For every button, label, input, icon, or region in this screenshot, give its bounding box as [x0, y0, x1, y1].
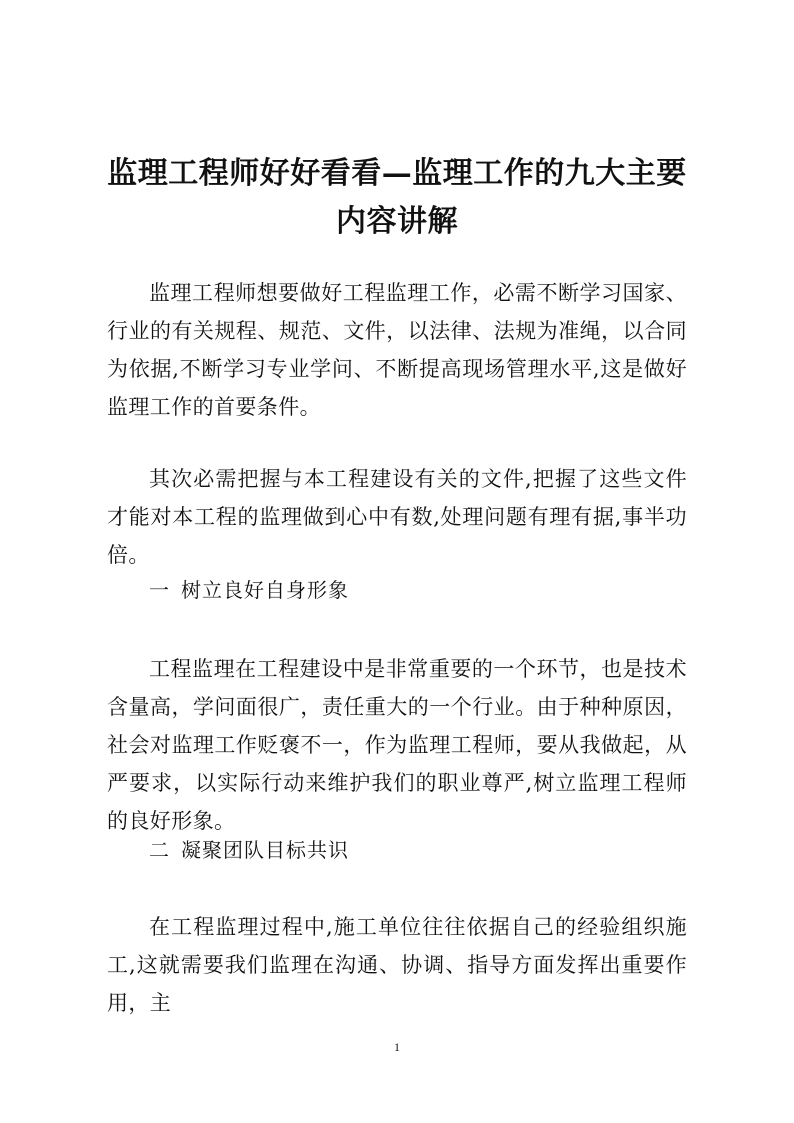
section-body-2: 在工程监理过程中,施工单位往往依据自己的经验组织施工,这就需要我们监理在沟通、协调、指导方面发挥出重要作用，主 — [107, 915, 687, 1015]
section-heading-text-2: 凝聚团队目标共识 — [181, 838, 349, 862]
second-paragraph: 其次必需把握与本工程建设有关的文件,把握了这些文件才能对本工程的监理做到心中有数,处理问题有理有据,事半功倍。 — [107, 467, 687, 567]
document-title: 监理工程师好好看看—监理工作的九大主要内容讲解 — [107, 156, 687, 240]
intro-paragraph: 监理工程师想要做好工程监理工作，必需不断学习国家、行业的有关规程、规范、文件，以法律、法规为准绳，以合同为依据,不断学习专业学问、不断提高现场管理水平,这是做好监理工作的首要条件。 — [107, 281, 687, 419]
section-heading-text-1: 树立良好自身形象 — [181, 578, 349, 602]
section-heading-2 — [149, 835, 349, 865]
page-number: 1 — [394, 1040, 400, 1054]
section-heading-1 — [149, 575, 349, 605]
section-number-1: 一 — [149, 578, 170, 602]
section-body-1: 工程监理在工程建设中是非常重要的一个环节，也是技术含量高，学问面很广，责任重大的一个行业。由于种种原因，社会对监理工作贬褒不一，作为监理工程师，要从我做起，从严要求，以实际行动来维护我们的职业尊严,树立监理工程师的良好形象。 — [107, 657, 687, 833]
section-number-2: 二 — [149, 838, 170, 862]
